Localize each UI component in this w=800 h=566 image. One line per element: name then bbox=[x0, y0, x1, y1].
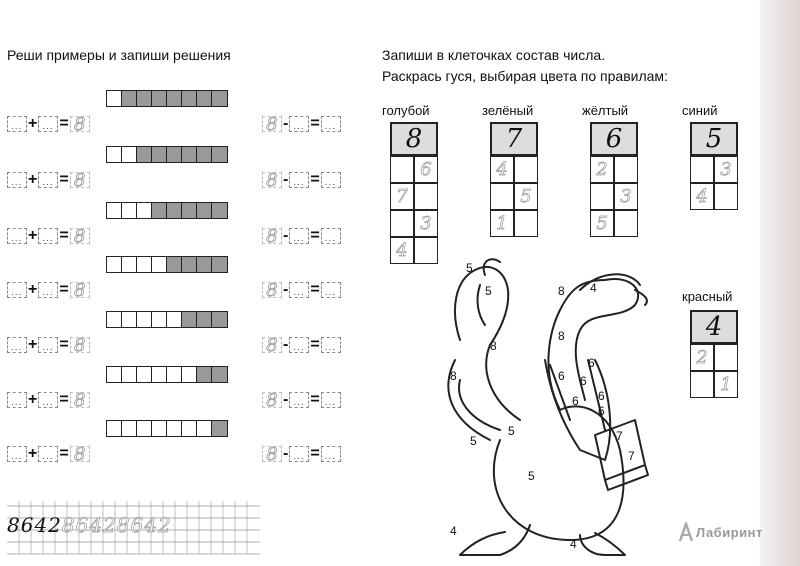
goose-number: 6 bbox=[558, 369, 565, 383]
subtraction-equation bbox=[262, 226, 341, 247]
addition-equation bbox=[7, 226, 90, 247]
strip-cell-shaded bbox=[212, 91, 227, 106]
equals-sign: = bbox=[310, 281, 320, 298]
start-digit: 8 bbox=[262, 446, 282, 462]
house-cell-given: 6 bbox=[414, 156, 438, 183]
strip-cell-shaded bbox=[152, 203, 167, 218]
house-cell-blank[interactable] bbox=[390, 210, 414, 237]
strip-cell-shaded bbox=[212, 147, 227, 162]
answer-box[interactable] bbox=[38, 282, 58, 298]
strip-cell-shaded bbox=[167, 203, 182, 218]
strip-cell-empty bbox=[137, 257, 152, 272]
house-roof-number: 6 bbox=[590, 122, 638, 156]
strip-cell-shaded bbox=[167, 91, 182, 106]
strip-cell-shaded bbox=[182, 91, 197, 106]
goose-number: 6 bbox=[588, 356, 595, 370]
minus-sign: - bbox=[283, 391, 289, 408]
equals-sign: = bbox=[59, 391, 69, 408]
equals-sign: = bbox=[59, 281, 69, 298]
house-cell-given: 4 bbox=[390, 237, 414, 264]
strip-cell-empty bbox=[137, 203, 152, 218]
house-color-label: синий bbox=[682, 103, 718, 118]
equals-sign: = bbox=[59, 115, 69, 132]
strip-cell-shaded bbox=[167, 147, 182, 162]
strip-cell-empty bbox=[107, 421, 122, 436]
house-cell-given: 3 bbox=[714, 156, 738, 183]
house-cell-given: 1 bbox=[490, 210, 514, 237]
answer-box[interactable] bbox=[7, 446, 27, 462]
addition-equation bbox=[7, 390, 90, 411]
subtraction-equation bbox=[262, 444, 341, 465]
right-heading-line-2: Раскрась гуся, выбирая цвета по правилам: bbox=[382, 68, 668, 84]
result-digit: 8 bbox=[70, 172, 90, 188]
goose-number: 8 bbox=[450, 369, 457, 383]
start-digit: 8 bbox=[262, 116, 282, 132]
strip-cell-empty bbox=[137, 421, 152, 436]
house-roof-number: 5 bbox=[690, 122, 738, 156]
logo-text: Лабиринт bbox=[696, 524, 763, 540]
strip-cell-empty bbox=[197, 421, 212, 436]
result-digit: 8 bbox=[70, 116, 90, 132]
goose-number: 5 bbox=[470, 434, 477, 448]
house-cell-given: 2 bbox=[690, 344, 714, 371]
answer-box[interactable] bbox=[289, 392, 309, 408]
answer-box[interactable] bbox=[38, 337, 58, 353]
answer-box[interactable] bbox=[7, 392, 27, 408]
strip-cell-shaded bbox=[197, 367, 212, 382]
answer-box[interactable] bbox=[321, 282, 341, 298]
strip-cell-empty bbox=[167, 367, 182, 382]
goose-number: 5 bbox=[485, 284, 492, 298]
trace-digits: 86428642 bbox=[61, 513, 172, 537]
strip-cell-empty bbox=[167, 312, 182, 327]
strip-cell-empty bbox=[122, 421, 137, 436]
answer-box[interactable] bbox=[321, 392, 341, 408]
goose-number: 6 bbox=[572, 394, 579, 408]
counting-strip bbox=[106, 311, 228, 328]
house-cell-blank[interactable] bbox=[590, 183, 614, 210]
subtraction-equation bbox=[262, 335, 341, 356]
counting-strip bbox=[106, 90, 228, 107]
answer-box[interactable] bbox=[7, 116, 27, 132]
strip-cell-shaded bbox=[212, 203, 227, 218]
strip-cell-empty bbox=[137, 312, 152, 327]
start-digit: 8 bbox=[262, 228, 282, 244]
house-roof-number: 8 bbox=[390, 122, 438, 156]
house-cell-blank[interactable] bbox=[714, 183, 738, 210]
answer-box[interactable] bbox=[7, 228, 27, 244]
house-cell-blank[interactable] bbox=[690, 371, 714, 398]
house-cell-blank[interactable] bbox=[714, 344, 738, 371]
addition-equation bbox=[7, 114, 90, 135]
minus-sign: - bbox=[283, 115, 289, 132]
result-digit: 8 bbox=[70, 392, 90, 408]
start-digit: 8 bbox=[262, 392, 282, 408]
counting-strip bbox=[106, 146, 228, 163]
minus-sign: - bbox=[283, 281, 289, 298]
answer-box[interactable] bbox=[321, 446, 341, 462]
strip-cell-empty bbox=[152, 421, 167, 436]
strip-cell-empty bbox=[107, 312, 122, 327]
house-cells bbox=[690, 344, 738, 398]
result-digit: 8 bbox=[70, 228, 90, 244]
strip-cell-shaded bbox=[212, 312, 227, 327]
strip-cell-empty bbox=[152, 312, 167, 327]
equals-sign: = bbox=[310, 445, 320, 462]
counting-strip bbox=[106, 420, 228, 437]
goose-number: 5 bbox=[528, 469, 535, 483]
house-cell-given: 3 bbox=[414, 210, 438, 237]
strip-cell-shaded bbox=[197, 312, 212, 327]
goose-number: 8 bbox=[558, 284, 565, 298]
equals-sign: = bbox=[310, 227, 320, 244]
house-roof-number: 7 bbox=[490, 122, 538, 156]
goose-number: 6 bbox=[598, 389, 605, 403]
answer-box[interactable] bbox=[289, 116, 309, 132]
answer-box[interactable] bbox=[38, 116, 58, 132]
house-color-label: зелёный bbox=[482, 103, 534, 118]
goose-number: 6 bbox=[598, 404, 605, 418]
house-cell-blank[interactable] bbox=[614, 156, 638, 183]
goose-number: 7 bbox=[628, 449, 635, 463]
house-cell-blank[interactable] bbox=[614, 210, 638, 237]
house-color-label: красный bbox=[682, 289, 733, 304]
minus-sign: - bbox=[283, 171, 289, 188]
equals-sign: = bbox=[310, 336, 320, 353]
strip-cell-shaded bbox=[197, 257, 212, 272]
house-cell-blank[interactable] bbox=[390, 156, 414, 183]
goose-illustration bbox=[430, 250, 680, 560]
answer-box[interactable] bbox=[38, 172, 58, 188]
plus-sign: + bbox=[28, 171, 38, 188]
house-cell-given: 4 bbox=[690, 183, 714, 210]
house-cells bbox=[690, 156, 738, 210]
strip-cell-shaded bbox=[182, 147, 197, 162]
strip-cell-empty bbox=[122, 257, 137, 272]
strip-cell-empty bbox=[107, 367, 122, 382]
strip-cell-empty bbox=[167, 421, 182, 436]
result-digit: 8 bbox=[70, 282, 90, 298]
answer-box[interactable] bbox=[289, 228, 309, 244]
start-digit: 8 bbox=[262, 282, 282, 298]
answer-box[interactable] bbox=[7, 337, 27, 353]
equals-sign: = bbox=[59, 336, 69, 353]
subtraction-equation bbox=[262, 390, 341, 411]
result-digit: 8 bbox=[70, 337, 90, 353]
counting-strip bbox=[106, 256, 228, 273]
house-cell-given: 5 bbox=[590, 210, 614, 237]
strip-cell-shaded bbox=[182, 312, 197, 327]
start-digit: 8 bbox=[262, 172, 282, 188]
equals-sign: = bbox=[310, 115, 320, 132]
equals-sign: = bbox=[310, 171, 320, 188]
house-cell-given: 5 bbox=[514, 183, 538, 210]
subtraction-equation bbox=[262, 114, 341, 135]
strip-cell-shaded bbox=[212, 367, 227, 382]
strip-cell-empty bbox=[122, 147, 137, 162]
counting-strip bbox=[106, 366, 228, 383]
goose-number: 8 bbox=[490, 339, 497, 353]
goose-number: 5 bbox=[508, 424, 515, 438]
strip-cell-shaded bbox=[182, 203, 197, 218]
addition-equation bbox=[7, 335, 90, 356]
answer-box[interactable] bbox=[38, 446, 58, 462]
goose-number: 4 bbox=[450, 524, 457, 538]
strip-cell-empty bbox=[122, 203, 137, 218]
answer-box[interactable] bbox=[7, 282, 27, 298]
addition-equation bbox=[7, 444, 90, 465]
result-digit: 8 bbox=[70, 446, 90, 462]
plus-sign: + bbox=[28, 227, 38, 244]
equals-sign: = bbox=[59, 227, 69, 244]
strip-cell-empty bbox=[107, 91, 122, 106]
goose-number: 6 bbox=[580, 374, 587, 388]
answer-box[interactable] bbox=[289, 337, 309, 353]
house-cells bbox=[390, 156, 438, 264]
goose-number: 4 bbox=[570, 537, 577, 551]
page-spine-shadow bbox=[760, 0, 800, 566]
strip-cell-empty bbox=[182, 367, 197, 382]
house-color-label: жёлтый bbox=[582, 103, 629, 118]
addition-equation bbox=[7, 170, 90, 191]
written-digits: 8642 bbox=[7, 513, 62, 537]
strip-cell-empty bbox=[107, 147, 122, 162]
house-cell-given: 3 bbox=[614, 183, 638, 210]
strip-cell-shaded bbox=[167, 257, 182, 272]
house-roof-number: 4 bbox=[690, 310, 738, 344]
publisher-logo bbox=[678, 522, 763, 542]
strip-cell-empty bbox=[152, 367, 167, 382]
right-heading-line-1: Запиши в клеточках состав числа. bbox=[382, 47, 606, 63]
minus-sign: - bbox=[283, 445, 289, 462]
labyrinth-logo-icon bbox=[678, 522, 694, 542]
strip-cell-empty bbox=[107, 203, 122, 218]
strip-cell-empty bbox=[107, 257, 122, 272]
strip-cell-shaded bbox=[197, 203, 212, 218]
answer-box[interactable] bbox=[7, 172, 27, 188]
answer-box[interactable] bbox=[321, 228, 341, 244]
left-heading: Реши примеры и запиши решения bbox=[7, 47, 231, 63]
strip-cell-shaded bbox=[152, 147, 167, 162]
start-digit: 8 bbox=[262, 337, 282, 353]
plus-sign: + bbox=[28, 391, 38, 408]
house-cell-blank[interactable] bbox=[690, 156, 714, 183]
strip-cell-shaded bbox=[137, 147, 152, 162]
house-cell-blank[interactable] bbox=[514, 210, 538, 237]
equals-sign: = bbox=[310, 391, 320, 408]
house-cell-given: 1 bbox=[714, 371, 738, 398]
plus-sign: + bbox=[28, 445, 38, 462]
strip-cell-empty bbox=[137, 367, 152, 382]
strip-cell-shaded bbox=[197, 147, 212, 162]
answer-box[interactable] bbox=[289, 172, 309, 188]
plus-sign: + bbox=[28, 115, 38, 132]
house-cell-given: 7 bbox=[390, 183, 414, 210]
answer-box[interactable] bbox=[289, 282, 309, 298]
subtraction-equation bbox=[262, 280, 341, 301]
strip-cell-shaded bbox=[197, 91, 212, 106]
answer-box[interactable] bbox=[289, 446, 309, 462]
house-cell-blank[interactable] bbox=[414, 183, 438, 210]
house-cells bbox=[490, 156, 538, 237]
house-cells bbox=[590, 156, 638, 237]
answer-box[interactable] bbox=[38, 392, 58, 408]
house-cell-given: 2 bbox=[590, 156, 614, 183]
house-cell-blank[interactable] bbox=[490, 183, 514, 210]
goose-number: 5 bbox=[466, 261, 473, 275]
answer-box[interactable] bbox=[321, 116, 341, 132]
strip-cell-empty bbox=[122, 367, 137, 382]
goose-number: 4 bbox=[590, 281, 597, 295]
addition-equation bbox=[7, 280, 90, 301]
answer-box[interactable] bbox=[321, 172, 341, 188]
house-cell-given: 4 bbox=[490, 156, 514, 183]
counting-strip bbox=[106, 202, 228, 219]
strip-cell-empty bbox=[122, 312, 137, 327]
minus-sign: - bbox=[283, 227, 289, 244]
equals-sign: = bbox=[59, 445, 69, 462]
equals-sign: = bbox=[59, 171, 69, 188]
house-color-label: голубой bbox=[382, 103, 430, 118]
minus-sign: - bbox=[283, 336, 289, 353]
house-cell-blank[interactable] bbox=[514, 156, 538, 183]
plus-sign: + bbox=[28, 336, 38, 353]
answer-box[interactable] bbox=[321, 337, 341, 353]
strip-cell-shaded bbox=[182, 257, 197, 272]
strip-cell-shaded bbox=[137, 91, 152, 106]
subtraction-equation bbox=[262, 170, 341, 191]
strip-cell-shaded bbox=[152, 91, 167, 106]
strip-cell-shaded bbox=[212, 421, 227, 436]
plus-sign: + bbox=[28, 281, 38, 298]
strip-cell-shaded bbox=[122, 91, 137, 106]
strip-cell-empty bbox=[152, 257, 167, 272]
strip-cell-empty bbox=[182, 421, 197, 436]
answer-box[interactable] bbox=[38, 228, 58, 244]
goose-number: 7 bbox=[616, 429, 623, 443]
goose-number: 8 bbox=[558, 329, 565, 343]
writing-practice-digits bbox=[7, 513, 172, 537]
strip-cell-shaded bbox=[212, 257, 227, 272]
